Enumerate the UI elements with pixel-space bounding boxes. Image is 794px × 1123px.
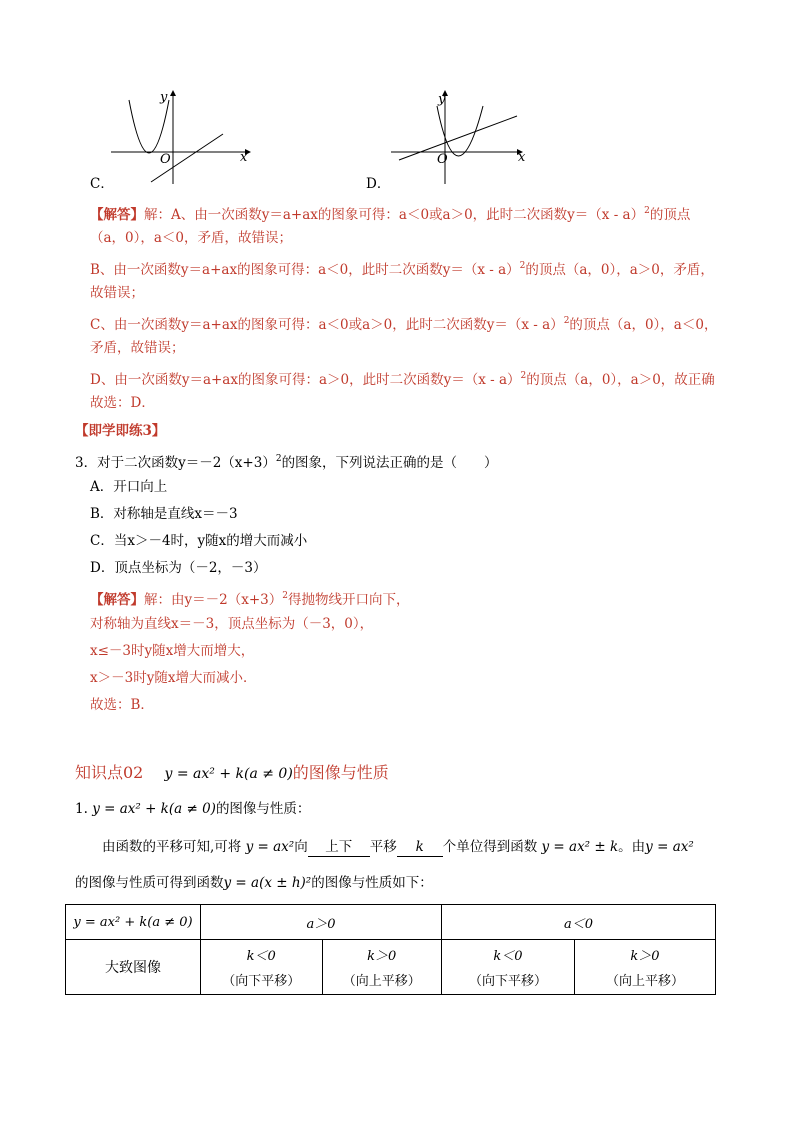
graph-d-y-label: y [438,92,446,107]
table-header-a-neg: a＜0 [442,905,716,940]
table-cell [575,940,716,995]
p1-f2: y = ax² ± k [541,839,619,855]
graph-c-label: C． [90,176,114,192]
table-cell-desc: （向下平移） [222,974,301,989]
practice3-title: 【即学即练3】 [75,423,166,439]
graph-c-y-label: y [160,90,168,105]
p1-c: 平移 [369,839,397,855]
graph-c [105,88,255,188]
p2-a: 的图像与性质可得到函数 [75,875,224,891]
answer1-l3-sup: 2 [519,261,526,271]
paragraph1-line1 [102,838,694,857]
table-cell-cond: k＞0 [630,949,660,964]
practice3-option-c: C．当x＞－4时，y随x的增大而减小 [90,533,308,549]
item1-formula: y = ax² + k(a ≠ 0) [92,801,216,817]
answer1-tag: 【解答】 [90,207,144,223]
graph-c-y-arrow [170,90,176,96]
p1-blank1: 上下 [308,838,370,857]
practice3-option-d: D．顶点坐标为（－2，－3） [90,560,267,576]
item1 [75,800,310,818]
table-cell-desc: （向上平移） [605,974,684,989]
p1-f3: y = ax² [645,839,694,855]
practice3-a1-sup: 2 [282,591,288,601]
answer1-line4: 故错误； [90,285,144,301]
answer1-l7-sup: 2 [520,371,527,381]
item1-num: 1. [75,801,88,817]
answer1-line7 [90,367,715,389]
practice3-answer-line5: 故选：B． [90,697,154,713]
answer1-l5-tail: 的顶点（a，0），a＜0， [569,317,718,333]
graph-d-line [399,116,517,160]
answer1-line6: 矛盾，故错误； [90,340,185,356]
practice3-answer-line1 [90,587,409,609]
p1-e: 。由 [618,839,646,855]
practice3-question-tail: 的图象，下列说法正确的是（ ） [281,455,498,471]
properties-table [65,904,716,995]
answer1-line3 [90,257,714,279]
table-cell-cond: k＞0 [367,949,397,964]
p2-b: 的图像与性质如下： [311,875,433,891]
table-row-label: 大致图像 [66,940,201,995]
answer1-line8: 故选：D． [90,395,155,411]
table-header-row [66,905,716,940]
practice3-option-b: B．对称轴是直线x＝－3 [90,506,238,522]
table-cell-desc: （向下平移） [468,974,547,989]
graph-c-parabola [129,100,169,153]
table-cell-cond: k＜0 [246,949,276,964]
practice3-answer-tag: 【解答】 [90,592,144,608]
p1-a: 由函数的平移可知,可将 [102,839,242,855]
graph-c-origin: O [160,152,171,167]
table-cell [201,940,323,995]
practice3-option-a: A．开口向上 [90,479,168,495]
practice3-a1-tail: 得抛物线开口向下， [287,592,410,608]
answer1-line2: （a，0），a＜0，矛盾，故错误； [90,230,293,246]
item1-text: 的图像与性质： [215,801,311,817]
practice3-question [75,450,498,472]
answer1-l1: 解：A、由一次函数y＝a+ax的图象可得：a＜0或a＞0，此时二次函数y＝（x - a） [144,207,645,223]
table-cell [322,940,442,995]
graph-d [385,88,535,188]
answer1-line1 [90,202,690,224]
answer1-line5 [90,312,717,334]
paragraph1-line2 [75,874,433,892]
table-cell-desc: （向上平移） [342,974,421,989]
section-title-formula: y = ax² + k(a ≠ 0) [164,766,293,782]
table-header-a-pos: a＞0 [201,905,442,940]
answer1-l5-sup: 2 [563,316,570,326]
practice3-a1: 解：由y＝－2（x+3） [144,592,283,608]
section-title [75,760,389,783]
practice3-answer-line4: x＞－3时y随x增大而减小． [90,670,257,686]
graph-d-label: D． [366,176,391,192]
graph-d-x-label: x [518,150,526,165]
section-title-suffix: 的图像与性质 [292,763,389,782]
p2-f: y = a(x ± h)² [223,875,312,891]
table-cell [442,940,575,995]
p1-blank2: k [397,838,443,857]
practice3-question-sup: 2 [275,454,282,464]
practice3-answer-line3: x≤－3时y随x增大而增大， [90,643,255,659]
answer1-l1-sup: 2 [644,206,650,216]
answer1-l3: B、由一次函数y＝a+ax的图象可得：a＜0，此时二次函数y＝（x - a） [90,262,520,278]
graph-d-origin: O [437,152,448,167]
table-row [66,940,716,995]
answer1-l1-tail: 的顶点 [649,207,691,223]
table-header-formula: y = ax² + k(a ≠ 0) [66,905,201,940]
p1-f1: y = ax² [245,839,295,855]
practice3-answer-line2: 对称轴为直线x＝－3，顶点坐标为（－3，0）， [90,616,374,632]
p1-b: 向 [294,839,308,855]
table-cell-cond: k＜0 [493,949,523,964]
graph-c-x-label: x [240,150,248,165]
answer1-l7: D、由一次函数y＝a+ax的图象可得：a＞0，此时二次函数y＝（x - a） [90,372,521,388]
answer1-l5: C、由一次函数y＝a+ax的图象可得：a＜0或a＞0，此时二次函数y＝（x - a） [90,317,564,333]
p1-d: 个单位得到函数 [442,839,538,855]
practice3-question-text: 3．对于二次函数y＝－2（x+3） [75,455,276,471]
section-title-prefix: 知识点02 [75,763,144,782]
answer1-l3-tail: 的顶点（a，0），a＞0，矛盾， [525,262,714,278]
answer1-l7-tail: 的顶点（a，0），a＞0，故正确 [526,372,715,388]
